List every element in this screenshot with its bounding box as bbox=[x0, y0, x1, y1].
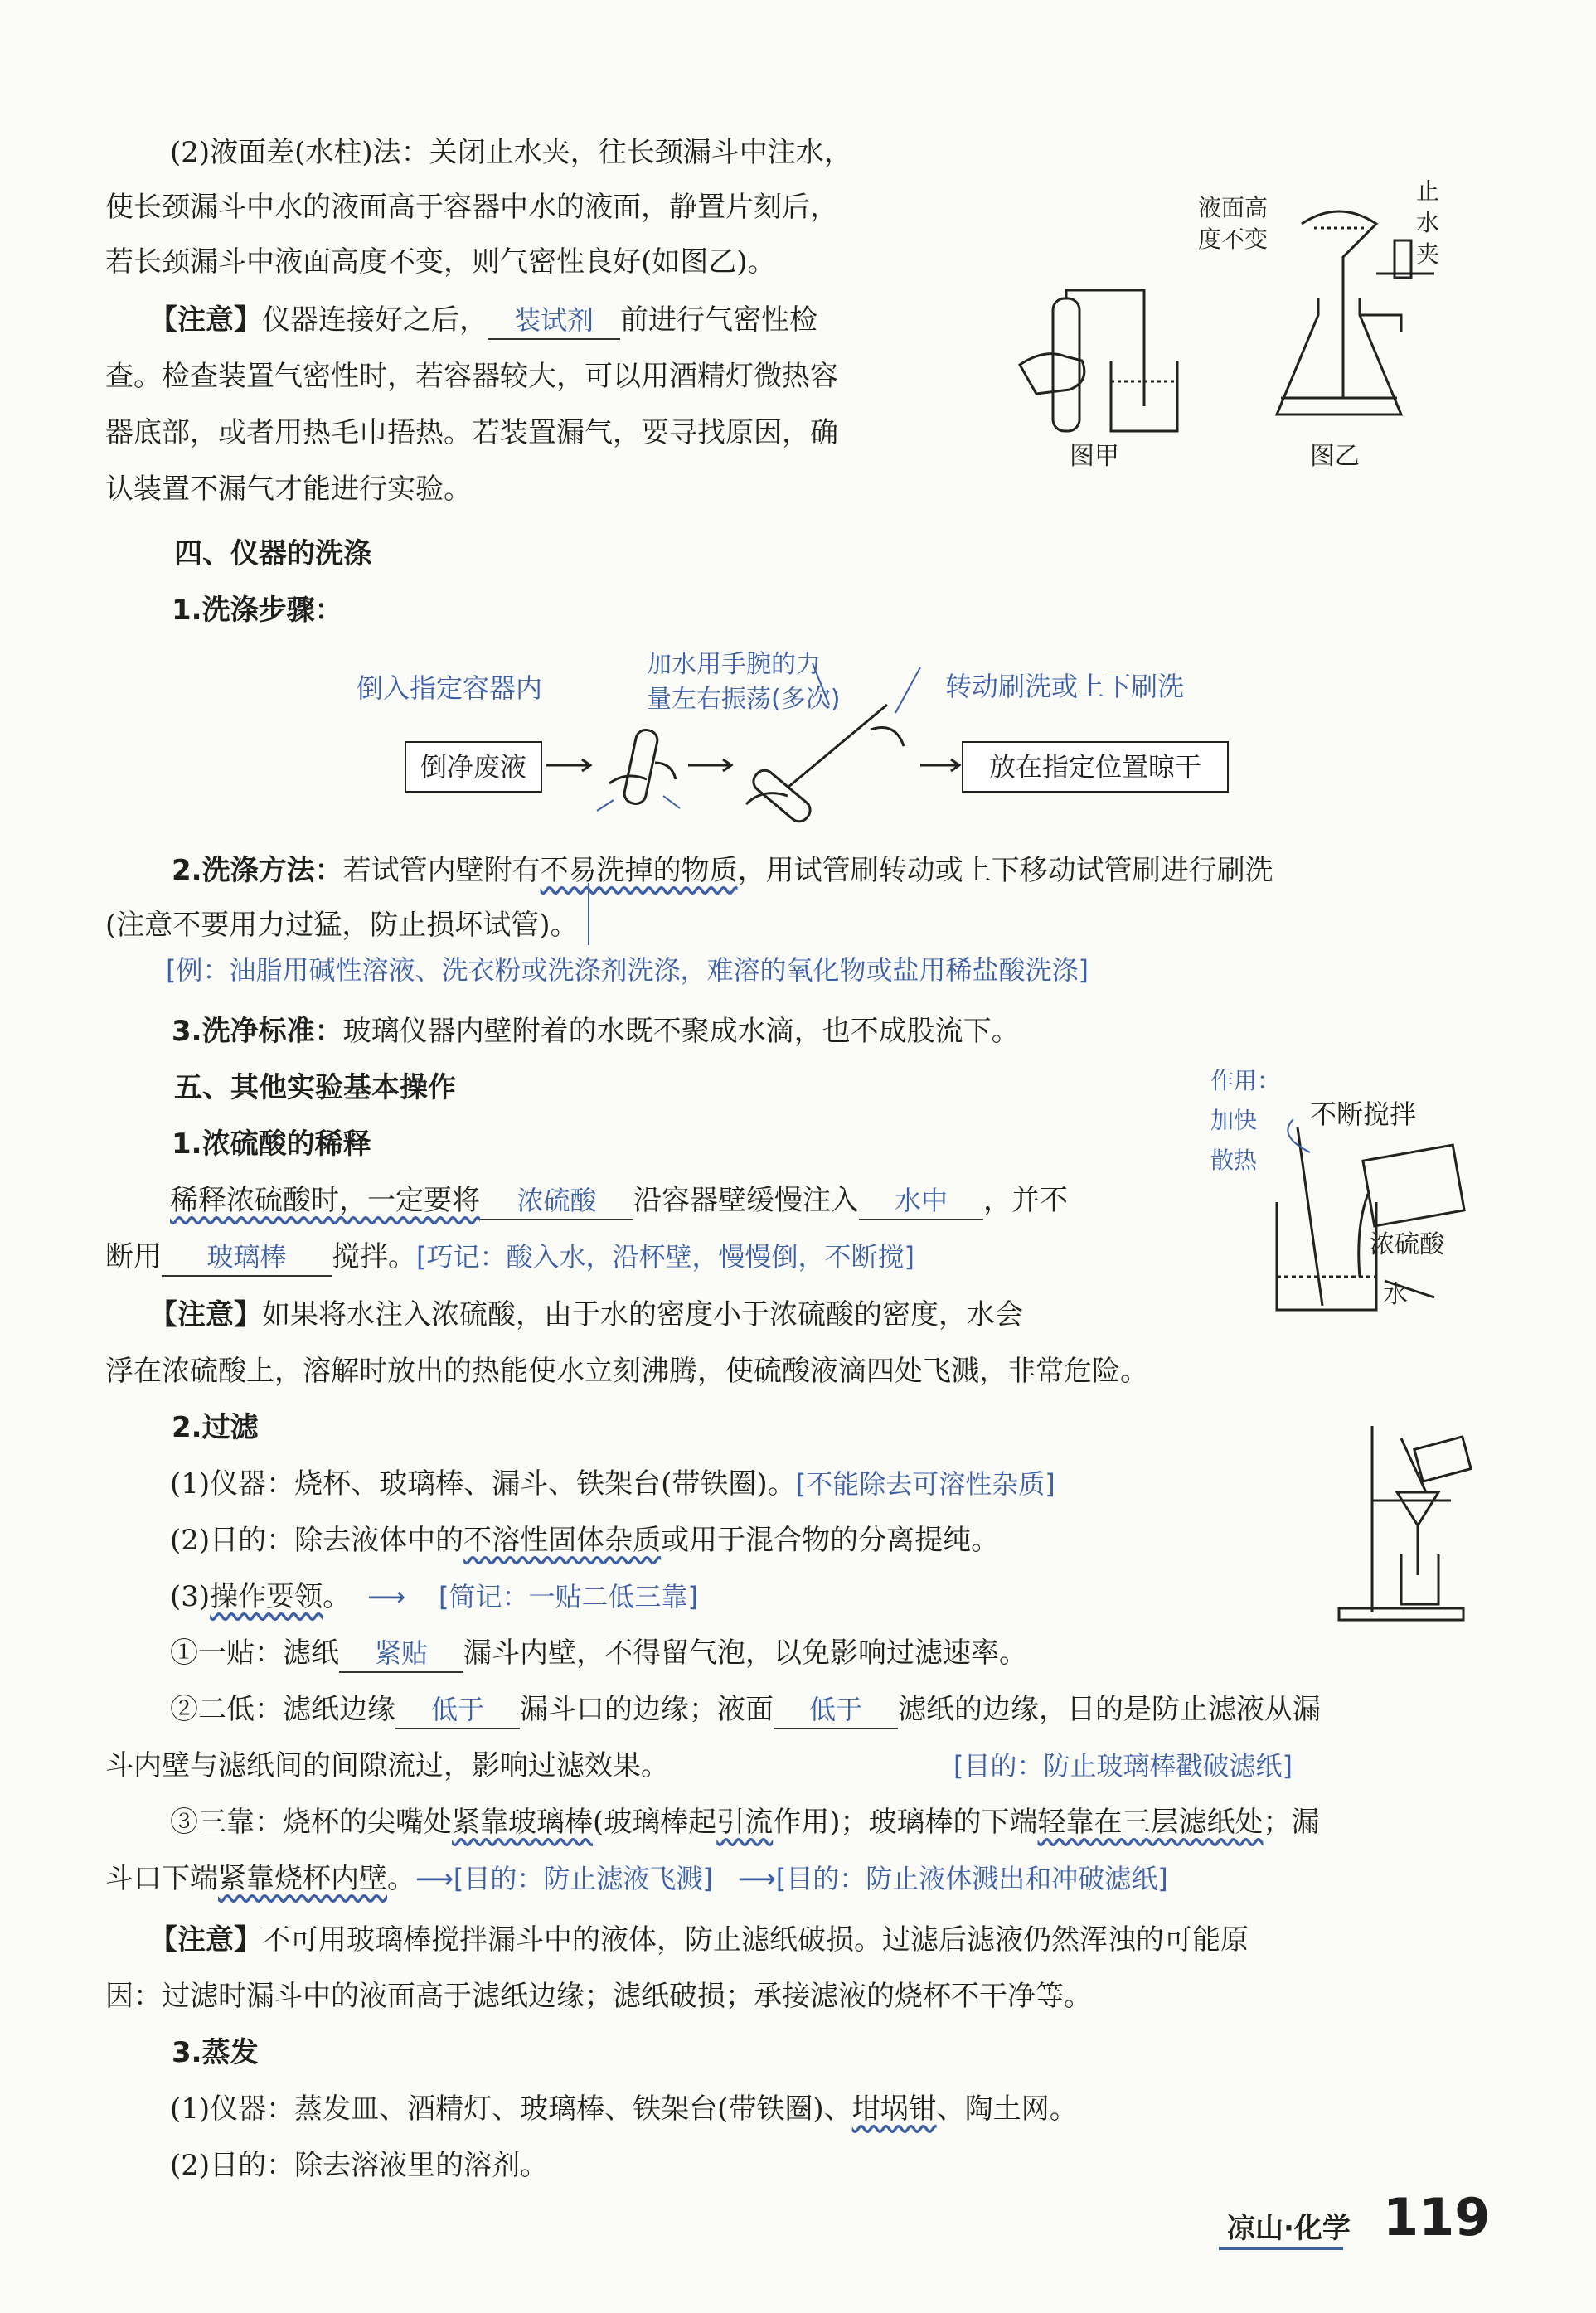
filter-note: [目的：防止玻璃棒戳破滤纸] bbox=[953, 1750, 1293, 1782]
emphasis-text: 坩埚钳 bbox=[851, 2092, 937, 2126]
text: ，用试管刷转动或上下移动试管刷进行刷洗 bbox=[737, 854, 1273, 887]
footer-rule bbox=[1219, 2247, 1343, 2250]
answer-fill: 低于 bbox=[774, 1691, 898, 1729]
flow-box-2: 放在指定位置晾干 bbox=[962, 741, 1229, 793]
note-text: 如果将水注入浓硫酸，由于水的密度小于浓硫酸的密度，水会 bbox=[262, 1298, 1023, 1331]
text: 作用)；玻璃棒的下端 bbox=[773, 1806, 1038, 1839]
text: ③三靠：烧杯的尖嘴处 bbox=[170, 1806, 452, 1839]
note-tag: 【注意】 bbox=[149, 303, 262, 337]
book-title: 凉山·化学 bbox=[1227, 2212, 1351, 2245]
flow-box-1: 倒净废液 bbox=[405, 741, 542, 793]
subsection-title: 2.过滤 bbox=[172, 1411, 259, 1444]
text-line: 器底部，或者用热毛巾捂热。若装置漏气，要寻找原因，确 bbox=[105, 416, 838, 449]
dilution-line-2 bbox=[105, 1239, 914, 1277]
filter-line bbox=[170, 1466, 1055, 1502]
answer-fill: 水中 bbox=[859, 1182, 983, 1220]
text: 若试管内壁附有 bbox=[342, 854, 541, 887]
text: 漏斗口的边缘；液面 bbox=[520, 1693, 774, 1726]
note-line bbox=[149, 302, 817, 340]
text: ②二低：滤纸边缘 bbox=[170, 1693, 395, 1726]
arrow-icon: ⟶ bbox=[737, 1863, 776, 1894]
page-number: 119 bbox=[1383, 2187, 1491, 2248]
handwritten-note: 加快 bbox=[1210, 1107, 1258, 1134]
filter-line bbox=[170, 1804, 1320, 1840]
text: 玻璃仪器内壁附着的水既不聚成水滴，也不成股流下。 bbox=[342, 1015, 1020, 1048]
figure-yi-note: 液面高 bbox=[1198, 194, 1269, 221]
text-line: 若长颈漏斗中液面高度不变，则气密性良好(如图乙)。 bbox=[105, 245, 776, 279]
figure-yi-note: 水 bbox=[1416, 209, 1440, 236]
dilution-figure bbox=[1260, 1103, 1476, 1326]
airtight-figure bbox=[987, 177, 1451, 481]
text: 或用于混合物的分离提纯。 bbox=[661, 1524, 1000, 1557]
filtration-figure bbox=[1327, 1409, 1492, 1625]
handwritten-note: 倒入指定容器内 bbox=[357, 672, 543, 704]
note-connector bbox=[580, 879, 597, 953]
text: (1)仪器：蒸发皿、酒精灯、玻璃棒、铁架台(带铁圈)、 bbox=[170, 2092, 852, 2126]
filter-line bbox=[170, 1691, 1321, 1729]
label: 3.洗净标准： bbox=[172, 1015, 343, 1048]
emphasis-text: 不易洗掉的物质 bbox=[540, 854, 738, 887]
text: 斗口下端 bbox=[105, 1862, 218, 1895]
text-line: (注意不要用力过猛，防止损坏试管)。 bbox=[105, 909, 579, 942]
section-title: 五、其他实验基本操作 bbox=[174, 1071, 456, 1104]
text: 。 bbox=[387, 1862, 415, 1895]
text: (3) bbox=[170, 1580, 211, 1613]
filter-line bbox=[105, 1860, 1168, 1897]
text: 稀释浓硫酸时，一定要将 bbox=[170, 1184, 480, 1217]
text-line: 斗内壁与滤纸间的间隙流过，影响过滤效果。 bbox=[105, 1749, 669, 1782]
text-line: (2)液面差(水柱)法：关闭止水夹，往长颈漏斗中注水， bbox=[170, 136, 852, 169]
handwritten-note: 转动刷洗或上下刷洗 bbox=[945, 671, 1185, 702]
subsection-title: 1.浓硫酸的稀释 bbox=[172, 1127, 371, 1161]
emphasis-text: 操作要领 bbox=[210, 1580, 323, 1613]
figure-yi-drawing bbox=[1277, 211, 1434, 415]
figure-label: 不断搅拌 bbox=[1310, 1098, 1417, 1130]
text: ①一贴：滤纸 bbox=[170, 1637, 339, 1670]
label: 2.洗涤方法： bbox=[172, 854, 343, 887]
figure-yi-note: 夹 bbox=[1416, 240, 1440, 268]
text: (玻璃棒起 bbox=[593, 1806, 717, 1839]
emphasis-text: 紧靠玻璃棒 bbox=[452, 1806, 593, 1839]
answer-fill: 玻璃棒 bbox=[162, 1239, 332, 1277]
filter-note: [简记：一贴二低三靠] bbox=[439, 1581, 699, 1612]
text-line: 浮在浓硫酸上，溶解时放出的热能使水立刻沸腾，使硫酸液滴四处飞溅，非常危险。 bbox=[105, 1355, 1148, 1388]
text-line: 因：过滤时漏斗中的液面高于滤纸边缘；滤纸破损；承接滤液的烧杯不干净等。 bbox=[105, 1980, 1092, 2013]
dilution-line bbox=[170, 1182, 1068, 1220]
text: 。 bbox=[323, 1580, 352, 1613]
figure-yi-label: 图乙 bbox=[1310, 442, 1360, 471]
flow-diagram bbox=[539, 713, 970, 821]
handwritten-note: 作用： bbox=[1210, 1067, 1281, 1094]
evap-line bbox=[170, 2091, 1078, 2127]
wash-method-line bbox=[172, 852, 1273, 889]
filter-line bbox=[170, 1522, 999, 1559]
emphasis-text: 不溶性固体杂质 bbox=[463, 1524, 662, 1557]
text: 滤纸的边缘，目的是防止滤液从漏 bbox=[898, 1693, 1321, 1726]
note-tag: 【注意】 bbox=[149, 1923, 262, 1957]
text: 搅拌。 bbox=[332, 1240, 416, 1273]
mnemonic-note: [巧记：酸入水，沿杯壁，慢慢倒，不断搅] bbox=[416, 1241, 914, 1273]
example-note: [例：油脂用碱性溶液、洗衣粉或洗涤剂洗涤，难溶的氧化物或盐用稀盐酸洗涤] bbox=[166, 954, 1089, 986]
handwritten-note: 量左右振荡(多次) bbox=[647, 685, 841, 714]
filter-line bbox=[170, 1635, 1027, 1673]
answer-fill: 低于 bbox=[395, 1691, 520, 1729]
emphasis-text: 轻靠在三层滤纸处 bbox=[1037, 1806, 1264, 1839]
text: 断用 bbox=[105, 1240, 162, 1273]
section-title: 四、仪器的洗涤 bbox=[174, 537, 371, 570]
filter-note: [不能除去可溶性杂质] bbox=[795, 1468, 1055, 1500]
filter-note: [目的：防止液体溅出和冲破滤纸] bbox=[775, 1863, 1168, 1894]
filter-note: [目的：防止滤液飞溅] bbox=[453, 1863, 713, 1894]
text: 、陶土网。 bbox=[936, 2092, 1078, 2126]
figure-label: 水 bbox=[1383, 1280, 1408, 1309]
emphasis-text: 引流 bbox=[716, 1806, 774, 1839]
handwritten-note: 散热 bbox=[1210, 1147, 1258, 1174]
text-line: (2)目的：除去溶液里的溶剂。 bbox=[170, 2149, 549, 2182]
text: 漏斗内壁，不得留气泡，以免影响过滤速率。 bbox=[463, 1637, 1027, 1670]
figure-label: 浓硫酸 bbox=[1370, 1230, 1444, 1259]
text: ；漏 bbox=[1263, 1806, 1320, 1839]
subsection-title: 1.洗涤步骤： bbox=[172, 594, 343, 627]
note-line bbox=[149, 1297, 1023, 1333]
text-line: 查。检查装置气密性时，若容器较大，可以用酒精灯微热容 bbox=[105, 360, 838, 393]
handwritten-note: 加水用手腕的力 bbox=[647, 650, 821, 679]
text: (2)目的：除去液体中的 bbox=[170, 1524, 464, 1557]
note-text: 不可用玻璃棒搅拌漏斗中的液体，防止滤纸破损。过滤后滤液仍然浑浊的可能原 bbox=[262, 1923, 1249, 1957]
note-tag: 【注意】 bbox=[149, 1298, 262, 1331]
wash-standard-line bbox=[172, 1013, 1020, 1050]
answer-fill: 装试剂 bbox=[488, 302, 620, 340]
note-line bbox=[149, 1922, 1249, 1958]
subsection-title: 3.蒸发 bbox=[172, 2036, 259, 2069]
note-text: 前进行气密性检 bbox=[620, 303, 817, 337]
figure-yi-note: 止 bbox=[1416, 177, 1440, 205]
figure-jia-label: 图甲 bbox=[1070, 442, 1119, 471]
text: (1)仪器：烧杯、玻璃棒、漏斗、铁架台(带铁圈)。 bbox=[170, 1467, 796, 1501]
figure-jia-drawing bbox=[1020, 290, 1177, 431]
answer-fill: 紧贴 bbox=[339, 1635, 463, 1673]
arrow-icon: ⟶ bbox=[415, 1863, 454, 1894]
figure-yi-note: 度不变 bbox=[1198, 225, 1269, 253]
text: ，并不 bbox=[983, 1184, 1068, 1217]
note-text: 仪器连接好之后， bbox=[262, 303, 488, 337]
emphasis-text: 紧靠烧杯内壁 bbox=[218, 1862, 387, 1895]
text-line: 认装置不漏气才能进行实验。 bbox=[105, 473, 472, 506]
text-line: 使长颈漏斗中水的液面高于容器中水的液面，静置片刻后， bbox=[105, 191, 838, 224]
text: 沿容器壁缓慢注入 bbox=[633, 1184, 859, 1217]
arrow-icon: ⟶ bbox=[367, 1581, 406, 1612]
answer-fill: 浓硫酸 bbox=[480, 1182, 633, 1220]
filter-line bbox=[170, 1578, 698, 1615]
